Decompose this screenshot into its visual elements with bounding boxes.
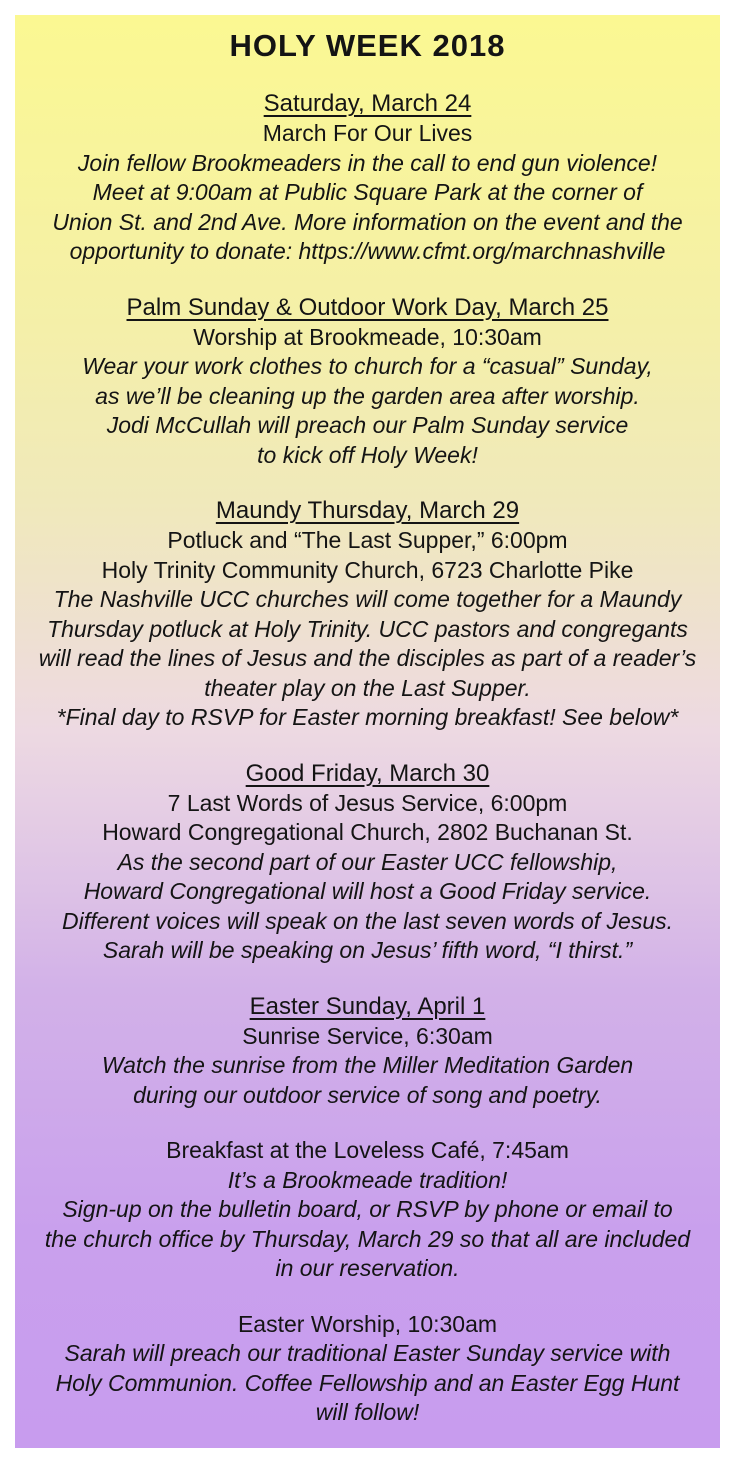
event-line: Easter Worship, 10:30am [237, 1310, 498, 1337]
events-list [19, 89, 716, 1428]
event-line: Sarah will preach our traditional Easter Sunday service with [64, 1340, 671, 1366]
event-line: Meet at 9:00am at Public Square Park at the corner of [92, 179, 643, 205]
event-line: Sign-up on the bulletin board, or RSVP by phone or email to [62, 1196, 673, 1222]
event-line: Watch the sunrise from the Miller Meditation Garden [101, 1052, 634, 1078]
event-section [19, 759, 716, 966]
event-line: *Final day to RSVP for Easter morning breakfast! See below* [56, 704, 679, 730]
page-title: HOLY WEEK 2018 [229, 28, 506, 63]
event-line: will read the lines of Jesus and the disciples as part of a reader’s [38, 645, 697, 671]
event-line: the church office by Thursday, March 29 so that all are included [44, 1225, 691, 1252]
event-line: Join fellow Brookmeaders in the call to end gun violence! [77, 149, 658, 176]
event-section [19, 496, 716, 733]
event-line: to kick off Holy Week! [257, 441, 478, 468]
donate-link[interactable]: https://www.cfmt.org/marchnashville [298, 238, 666, 264]
event-heading: Palm Sunday & Outdoor Work Day, March 25 [126, 293, 609, 321]
event-line: The Nashville UCC churches will come together for a Maundy [53, 586, 682, 612]
event-line: Wear your work clothes to church for a “casual” Sunday, [82, 353, 653, 379]
event-line: Worship at Brookmeade, 10:30am [193, 323, 542, 350]
event-line: It’s a Brookmeade tradition! [227, 1166, 508, 1193]
event-line: will follow! [315, 1399, 420, 1425]
event-line: Howard Congregational will host a Good Friday service. [83, 878, 652, 904]
event-line: as we’ll be cleaning up the garden area after worship. [95, 382, 640, 409]
event-line: Howard Congregational Church, 2802 Buchanan St. [102, 819, 633, 845]
event-line: Holy Trinity Community Church, 6723 Charlotte Pike [101, 556, 634, 583]
event-line: 7 Last Words of Jesus Service, 6:00pm [167, 789, 568, 816]
event-line: Sunrise Service, 6:30am [242, 1022, 493, 1049]
event-heading: Saturday, March 24 [263, 90, 472, 117]
event-line: in our reservation. [275, 1255, 460, 1281]
event-line: Jodi McCullah will preach our Palm Sunday service [106, 412, 629, 438]
event-line: Holy Communion. Coffee Fellowship and an Easter Egg Hunt [55, 1369, 680, 1396]
event-line: during our outdoor service of song and poetry. [133, 1081, 602, 1108]
event-section [19, 992, 716, 1111]
event-line: Union St. and 2nd Ave. More information on the event and the [52, 208, 683, 235]
event-heading: Easter Sunday, April 1 [249, 992, 486, 1020]
event-line [19, 237, 716, 267]
event-line: theater play on the Last Supper. [204, 674, 531, 701]
event-line: March For Our Lives [262, 120, 473, 146]
event-line: Breakfast at the Loveless Café, 7:45am [166, 1137, 569, 1163]
event-section [19, 1310, 716, 1428]
event-section [19, 1136, 716, 1284]
donate-text: opportunity to donate: [69, 238, 299, 264]
event-section [19, 89, 716, 267]
event-line: Different voices will speak on the last seven words of Jesus. [61, 907, 674, 934]
event-section [19, 293, 716, 471]
event-line: As the second part of our Easter UCC fellowship, [117, 848, 618, 875]
event-line: Thursday potluck at Holy Trinity. UCC pastors and congregants [47, 615, 688, 642]
event-heading: Good Friday, March 30 [245, 759, 490, 787]
event-heading: Maundy Thursday, March 29 [215, 497, 520, 524]
event-line: Potluck and “The Last Supper,” 6:00pm [167, 527, 568, 553]
holy-week-flyer [15, 15, 720, 1448]
event-line: Sarah will be speaking on Jesus’ fifth word, “I thirst.” [102, 937, 633, 963]
